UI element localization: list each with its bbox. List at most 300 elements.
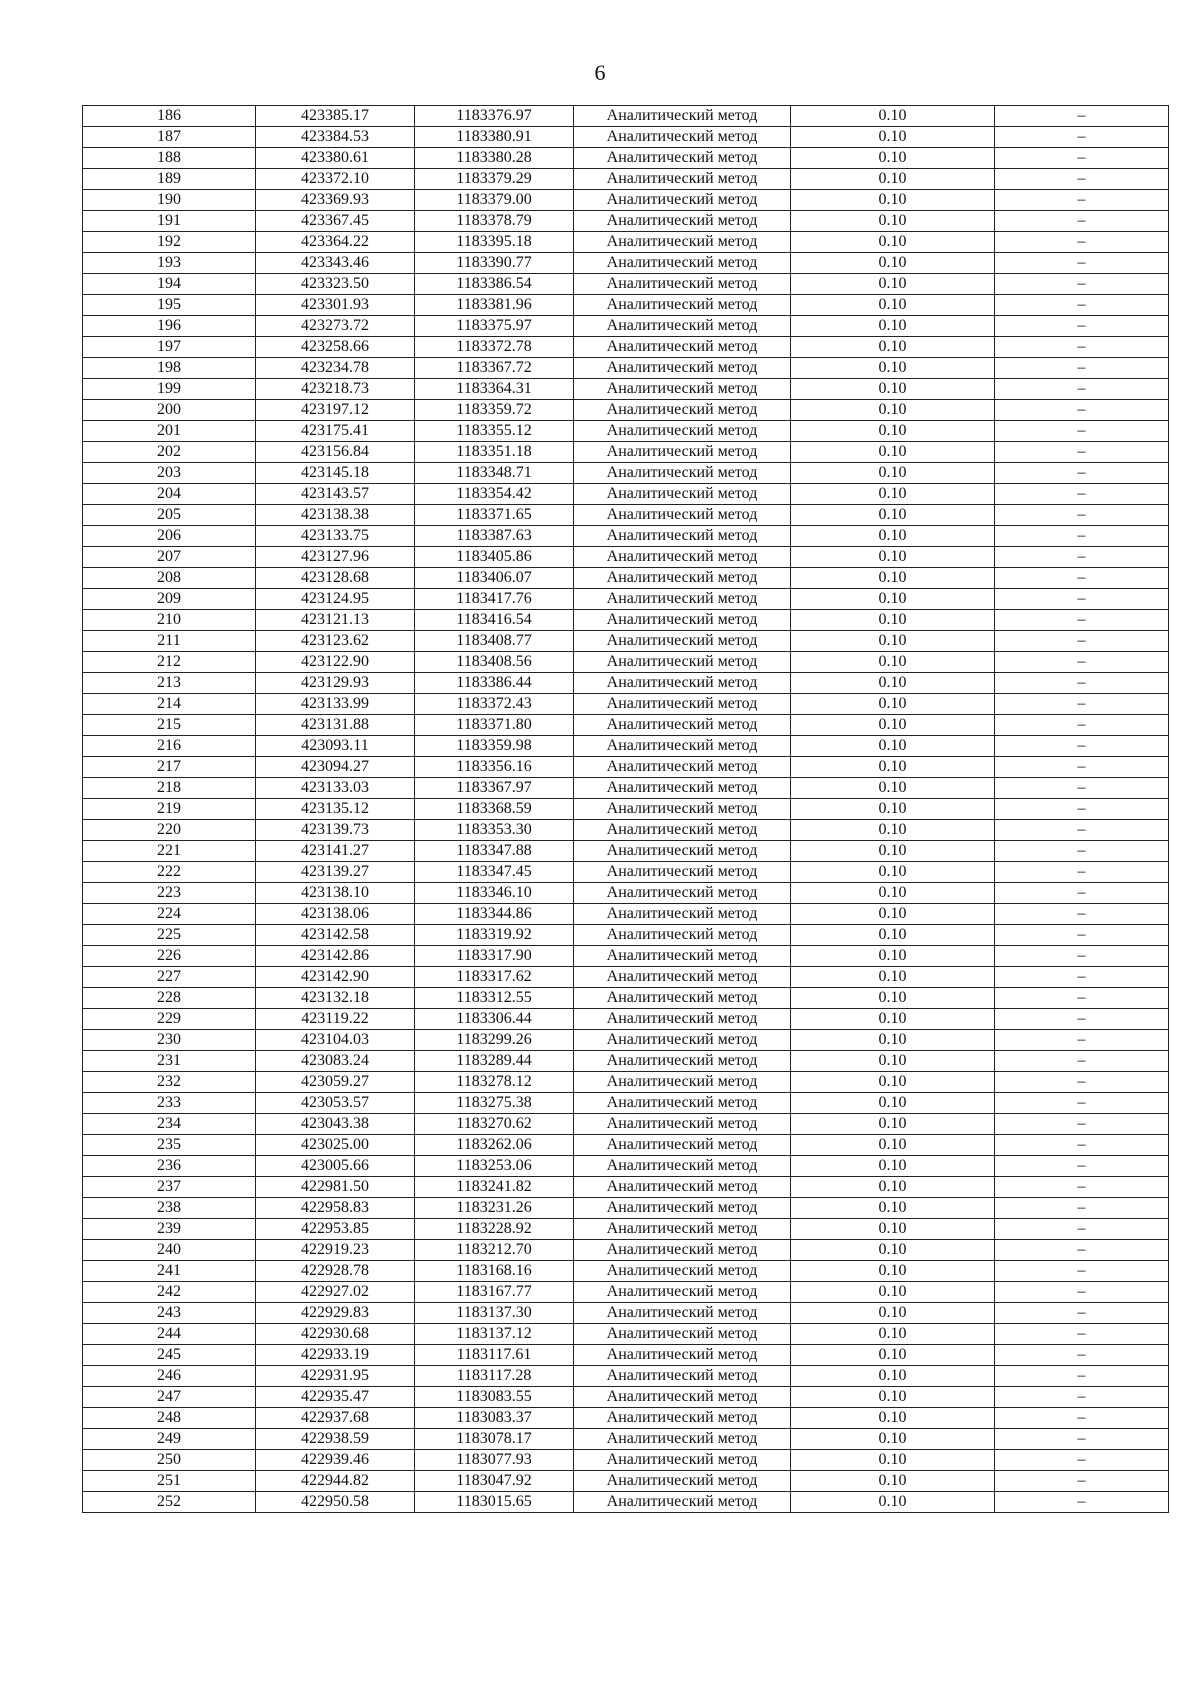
y-coordinate-cell: 1183380.91: [415, 127, 574, 148]
y-coordinate-cell: 1183348.71: [415, 463, 574, 484]
y-coordinate-cell: 1183386.54: [415, 274, 574, 295]
description-cell: –: [995, 253, 1169, 274]
method-cell: Аналитический метод: [574, 547, 791, 568]
x-coordinate-cell: 423127.96: [256, 547, 415, 568]
x-coordinate-cell: 422939.46: [256, 1450, 415, 1471]
point-number-cell: 235: [83, 1135, 256, 1156]
method-cell: Аналитический метод: [574, 799, 791, 820]
point-number-cell: 215: [83, 715, 256, 736]
table-row: [83, 1324, 1169, 1345]
point-number-cell: 221: [83, 841, 256, 862]
point-number-cell: 241: [83, 1261, 256, 1282]
method-cell: Аналитический метод: [574, 1324, 791, 1345]
y-coordinate-cell: 1183317.62: [415, 967, 574, 988]
point-number-cell: 198: [83, 358, 256, 379]
point-number-cell: 239: [83, 1219, 256, 1240]
y-coordinate-cell: 1183344.86: [415, 904, 574, 925]
point-number-cell: 218: [83, 778, 256, 799]
method-cell: Аналитический метод: [574, 925, 791, 946]
accuracy-cell: 0.10: [791, 1303, 995, 1324]
x-coordinate-cell: 423123.62: [256, 631, 415, 652]
accuracy-cell: 0.10: [791, 610, 995, 631]
x-coordinate-cell: 423094.27: [256, 757, 415, 778]
point-number-cell: 233: [83, 1093, 256, 1114]
y-coordinate-cell: 1183278.12: [415, 1072, 574, 1093]
method-cell: Аналитический метод: [574, 568, 791, 589]
x-coordinate-cell: 422944.82: [256, 1471, 415, 1492]
table-row: [83, 862, 1169, 883]
method-cell: Аналитический метод: [574, 778, 791, 799]
accuracy-cell: 0.10: [791, 1471, 995, 1492]
method-cell: Аналитический метод: [574, 1303, 791, 1324]
x-coordinate-cell: 422958.83: [256, 1198, 415, 1219]
table-row: [83, 316, 1169, 337]
point-number-cell: 203: [83, 463, 256, 484]
table-row: [83, 1345, 1169, 1366]
method-cell: Аналитический метод: [574, 400, 791, 421]
accuracy-cell: 0.10: [791, 694, 995, 715]
description-cell: –: [995, 883, 1169, 904]
x-coordinate-cell: 423175.41: [256, 421, 415, 442]
method-cell: Аналитический метод: [574, 1030, 791, 1051]
description-cell: –: [995, 379, 1169, 400]
table-row: [83, 295, 1169, 316]
description-cell: –: [995, 1345, 1169, 1366]
accuracy-cell: 0.10: [791, 1429, 995, 1450]
table-row: [83, 127, 1169, 148]
point-number-cell: 248: [83, 1408, 256, 1429]
description-cell: –: [995, 232, 1169, 253]
description-cell: –: [995, 589, 1169, 610]
table-row: [83, 1114, 1169, 1135]
description-cell: –: [995, 988, 1169, 1009]
x-coordinate-cell: 423133.03: [256, 778, 415, 799]
description-cell: –: [995, 715, 1169, 736]
point-number-cell: 244: [83, 1324, 256, 1345]
method-cell: Аналитический метод: [574, 946, 791, 967]
point-number-cell: 193: [83, 253, 256, 274]
x-coordinate-cell: 422981.50: [256, 1177, 415, 1198]
table-row: [83, 505, 1169, 526]
description-cell: –: [995, 169, 1169, 190]
y-coordinate-cell: 1183015.65: [415, 1492, 574, 1513]
table-row: [83, 736, 1169, 757]
method-cell: Аналитический метод: [574, 232, 791, 253]
description-cell: –: [995, 652, 1169, 673]
method-cell: Аналитический метод: [574, 127, 791, 148]
table-row: [83, 841, 1169, 862]
point-number-cell: 234: [83, 1114, 256, 1135]
x-coordinate-cell: 423273.72: [256, 316, 415, 337]
method-cell: Аналитический метод: [574, 316, 791, 337]
description-cell: –: [995, 1240, 1169, 1261]
table-row: [83, 526, 1169, 547]
accuracy-cell: 0.10: [791, 1135, 995, 1156]
description-cell: –: [995, 337, 1169, 358]
method-cell: Аналитический метод: [574, 211, 791, 232]
x-coordinate-cell: 423121.13: [256, 610, 415, 631]
table-row: [83, 1156, 1169, 1177]
y-coordinate-cell: 1183387.63: [415, 526, 574, 547]
description-cell: –: [995, 904, 1169, 925]
point-number-cell: 201: [83, 421, 256, 442]
accuracy-cell: 0.10: [791, 337, 995, 358]
accuracy-cell: 0.10: [791, 757, 995, 778]
accuracy-cell: 0.10: [791, 106, 995, 127]
accuracy-cell: 0.10: [791, 862, 995, 883]
y-coordinate-cell: 1183117.28: [415, 1366, 574, 1387]
description-cell: –: [995, 736, 1169, 757]
method-cell: Аналитический метод: [574, 169, 791, 190]
method-cell: Аналитический метод: [574, 1177, 791, 1198]
point-number-cell: 216: [83, 736, 256, 757]
accuracy-cell: 0.10: [791, 715, 995, 736]
table-row: [83, 946, 1169, 967]
point-number-cell: 237: [83, 1177, 256, 1198]
table-row: [83, 106, 1169, 127]
accuracy-cell: 0.10: [791, 211, 995, 232]
y-coordinate-cell: 1183241.82: [415, 1177, 574, 1198]
accuracy-cell: 0.10: [791, 442, 995, 463]
description-cell: –: [995, 1261, 1169, 1282]
x-coordinate-cell: 423156.84: [256, 442, 415, 463]
y-coordinate-cell: 1183368.59: [415, 799, 574, 820]
table-row: [83, 211, 1169, 232]
table-row: [83, 232, 1169, 253]
method-cell: Аналитический метод: [574, 967, 791, 988]
method-cell: Аналитический метод: [574, 820, 791, 841]
point-number-cell: 247: [83, 1387, 256, 1408]
method-cell: Аналитический метод: [574, 1450, 791, 1471]
y-coordinate-cell: 1183253.06: [415, 1156, 574, 1177]
x-coordinate-cell: 423005.66: [256, 1156, 415, 1177]
accuracy-cell: 0.10: [791, 1051, 995, 1072]
point-number-cell: 232: [83, 1072, 256, 1093]
table-row: [83, 274, 1169, 295]
accuracy-cell: 0.10: [791, 169, 995, 190]
point-number-cell: 249: [83, 1429, 256, 1450]
accuracy-cell: 0.10: [791, 1177, 995, 1198]
table-row: [83, 1177, 1169, 1198]
description-cell: –: [995, 946, 1169, 967]
method-cell: Аналитический метод: [574, 652, 791, 673]
y-coordinate-cell: 1183367.72: [415, 358, 574, 379]
description-cell: –: [995, 547, 1169, 568]
accuracy-cell: 0.10: [791, 148, 995, 169]
accuracy-cell: 0.10: [791, 736, 995, 757]
y-coordinate-cell: 1183355.12: [415, 421, 574, 442]
point-number-cell: 225: [83, 925, 256, 946]
table-row: [83, 169, 1169, 190]
method-cell: Аналитический метод: [574, 421, 791, 442]
y-coordinate-cell: 1183371.65: [415, 505, 574, 526]
x-coordinate-cell: 423142.58: [256, 925, 415, 946]
table-row: [83, 1303, 1169, 1324]
description-cell: –: [995, 1135, 1169, 1156]
description-cell: –: [995, 1072, 1169, 1093]
method-cell: Аналитический метод: [574, 988, 791, 1009]
accuracy-cell: 0.10: [791, 1324, 995, 1345]
method-cell: Аналитический метод: [574, 526, 791, 547]
description-cell: –: [995, 820, 1169, 841]
table-row: [83, 1282, 1169, 1303]
x-coordinate-cell: 423135.12: [256, 799, 415, 820]
method-cell: Аналитический метод: [574, 610, 791, 631]
accuracy-cell: 0.10: [791, 1198, 995, 1219]
y-coordinate-cell: 1183379.00: [415, 190, 574, 211]
y-coordinate-cell: 1183386.44: [415, 673, 574, 694]
accuracy-cell: 0.10: [791, 1030, 995, 1051]
description-cell: –: [995, 778, 1169, 799]
accuracy-cell: 0.10: [791, 1408, 995, 1429]
method-cell: Аналитический метод: [574, 1240, 791, 1261]
x-coordinate-cell: 422937.68: [256, 1408, 415, 1429]
x-coordinate-cell: 423197.12: [256, 400, 415, 421]
table-row: [83, 1471, 1169, 1492]
accuracy-cell: 0.10: [791, 484, 995, 505]
accuracy-cell: 0.10: [791, 631, 995, 652]
x-coordinate-cell: 423119.22: [256, 1009, 415, 1030]
description-cell: –: [995, 358, 1169, 379]
x-coordinate-cell: 423143.57: [256, 484, 415, 505]
accuracy-cell: 0.10: [791, 841, 995, 862]
x-coordinate-cell: 423059.27: [256, 1072, 415, 1093]
accuracy-cell: 0.10: [791, 1492, 995, 1513]
x-coordinate-cell: 423124.95: [256, 589, 415, 610]
point-number-cell: 188: [83, 148, 256, 169]
description-cell: –: [995, 211, 1169, 232]
table-row: [83, 1450, 1169, 1471]
y-coordinate-cell: 1183405.86: [415, 547, 574, 568]
y-coordinate-cell: 1183299.26: [415, 1030, 574, 1051]
table-row: [83, 1030, 1169, 1051]
table-row: [83, 1009, 1169, 1030]
x-coordinate-cell: 423301.93: [256, 295, 415, 316]
point-number-cell: 206: [83, 526, 256, 547]
description-cell: –: [995, 1387, 1169, 1408]
method-cell: Аналитический метод: [574, 337, 791, 358]
method-cell: Аналитический метод: [574, 106, 791, 127]
description-cell: –: [995, 1450, 1169, 1471]
x-coordinate-cell: 423384.53: [256, 127, 415, 148]
x-coordinate-cell: 423122.90: [256, 652, 415, 673]
y-coordinate-cell: 1183395.18: [415, 232, 574, 253]
method-cell: Аналитический метод: [574, 631, 791, 652]
point-number-cell: 252: [83, 1492, 256, 1513]
description-cell: –: [995, 274, 1169, 295]
y-coordinate-cell: 1183137.12: [415, 1324, 574, 1345]
y-coordinate-cell: 1183047.92: [415, 1471, 574, 1492]
point-number-cell: 211: [83, 631, 256, 652]
x-coordinate-cell: 423131.88: [256, 715, 415, 736]
method-cell: Аналитический метод: [574, 1072, 791, 1093]
x-coordinate-cell: 423104.03: [256, 1030, 415, 1051]
point-number-cell: 209: [83, 589, 256, 610]
method-cell: Аналитический метод: [574, 358, 791, 379]
method-cell: Аналитический метод: [574, 673, 791, 694]
y-coordinate-cell: 1183231.26: [415, 1198, 574, 1219]
point-number-cell: 208: [83, 568, 256, 589]
y-coordinate-cell: 1183317.90: [415, 946, 574, 967]
point-number-cell: 226: [83, 946, 256, 967]
accuracy-cell: 0.10: [791, 1240, 995, 1261]
point-number-cell: 213: [83, 673, 256, 694]
accuracy-cell: 0.10: [791, 1009, 995, 1030]
x-coordinate-cell: 423385.17: [256, 106, 415, 127]
y-coordinate-cell: 1183372.78: [415, 337, 574, 358]
description-cell: –: [995, 1051, 1169, 1072]
y-coordinate-cell: 1183380.28: [415, 148, 574, 169]
table-row: [83, 190, 1169, 211]
table-row: [83, 148, 1169, 169]
y-coordinate-cell: 1183364.31: [415, 379, 574, 400]
x-coordinate-cell: 422931.95: [256, 1366, 415, 1387]
x-coordinate-cell: 423139.73: [256, 820, 415, 841]
description-cell: –: [995, 295, 1169, 316]
accuracy-cell: 0.10: [791, 1219, 995, 1240]
method-cell: Аналитический метод: [574, 736, 791, 757]
method-cell: Аналитический метод: [574, 1492, 791, 1513]
accuracy-cell: 0.10: [791, 526, 995, 547]
table-row: [83, 673, 1169, 694]
table-row: [83, 1492, 1169, 1513]
table-row: [83, 400, 1169, 421]
accuracy-cell: 0.10: [791, 547, 995, 568]
table-row: [83, 568, 1169, 589]
description-cell: –: [995, 1156, 1169, 1177]
y-coordinate-cell: 1183306.44: [415, 1009, 574, 1030]
accuracy-cell: 0.10: [791, 1387, 995, 1408]
point-number-cell: 242: [83, 1282, 256, 1303]
table-row: [83, 379, 1169, 400]
description-cell: –: [995, 631, 1169, 652]
accuracy-cell: 0.10: [791, 925, 995, 946]
description-cell: –: [995, 1492, 1169, 1513]
method-cell: Аналитический метод: [574, 1387, 791, 1408]
x-coordinate-cell: 423138.10: [256, 883, 415, 904]
accuracy-cell: 0.10: [791, 1345, 995, 1366]
point-number-cell: 250: [83, 1450, 256, 1471]
accuracy-cell: 0.10: [791, 295, 995, 316]
table-row: [83, 904, 1169, 925]
method-cell: Аналитический метод: [574, 694, 791, 715]
accuracy-cell: 0.10: [791, 568, 995, 589]
x-coordinate-cell: 422930.68: [256, 1324, 415, 1345]
x-coordinate-cell: 423043.38: [256, 1114, 415, 1135]
accuracy-cell: 0.10: [791, 778, 995, 799]
point-number-cell: 191: [83, 211, 256, 232]
method-cell: Аналитический метод: [574, 1429, 791, 1450]
table-row: [83, 778, 1169, 799]
point-number-cell: 197: [83, 337, 256, 358]
description-cell: –: [995, 1219, 1169, 1240]
description-cell: –: [995, 1177, 1169, 1198]
table-row: [83, 715, 1169, 736]
description-cell: –: [995, 190, 1169, 211]
y-coordinate-cell: 1183137.30: [415, 1303, 574, 1324]
table-row: [83, 1366, 1169, 1387]
table-row: [83, 1135, 1169, 1156]
description-cell: –: [995, 694, 1169, 715]
table-row: [83, 1219, 1169, 1240]
method-cell: Аналитический метод: [574, 1408, 791, 1429]
method-cell: Аналитический метод: [574, 484, 791, 505]
coordinates-table-body: [83, 106, 1169, 1513]
method-cell: Аналитический метод: [574, 148, 791, 169]
description-cell: –: [995, 1429, 1169, 1450]
table-row: [83, 820, 1169, 841]
table-row: [83, 358, 1169, 379]
method-cell: Аналитический метод: [574, 589, 791, 610]
x-coordinate-cell: 423142.86: [256, 946, 415, 967]
x-coordinate-cell: 423139.27: [256, 862, 415, 883]
description-cell: –: [995, 1030, 1169, 1051]
table-row: [83, 988, 1169, 1009]
description-cell: –: [995, 463, 1169, 484]
accuracy-cell: 0.10: [791, 316, 995, 337]
accuracy-cell: 0.10: [791, 1282, 995, 1303]
point-number-cell: 189: [83, 169, 256, 190]
method-cell: Аналитический метод: [574, 1282, 791, 1303]
x-coordinate-cell: 422950.58: [256, 1492, 415, 1513]
x-coordinate-cell: 423369.93: [256, 190, 415, 211]
table-row: [83, 1261, 1169, 1282]
accuracy-cell: 0.10: [791, 820, 995, 841]
point-number-cell: 224: [83, 904, 256, 925]
accuracy-cell: 0.10: [791, 463, 995, 484]
x-coordinate-cell: 422919.23: [256, 1240, 415, 1261]
x-coordinate-cell: 422928.78: [256, 1261, 415, 1282]
y-coordinate-cell: 1183354.42: [415, 484, 574, 505]
table-row: [83, 442, 1169, 463]
y-coordinate-cell: 1183228.92: [415, 1219, 574, 1240]
point-number-cell: 204: [83, 484, 256, 505]
x-coordinate-cell: 422953.85: [256, 1219, 415, 1240]
y-coordinate-cell: 1183347.88: [415, 841, 574, 862]
method-cell: Аналитический метод: [574, 1219, 791, 1240]
method-cell: Аналитический метод: [574, 1198, 791, 1219]
table-row: [83, 799, 1169, 820]
accuracy-cell: 0.10: [791, 358, 995, 379]
accuracy-cell: 0.10: [791, 1156, 995, 1177]
point-number-cell: 222: [83, 862, 256, 883]
point-number-cell: 230: [83, 1030, 256, 1051]
method-cell: Аналитический метод: [574, 1114, 791, 1135]
point-number-cell: 240: [83, 1240, 256, 1261]
x-coordinate-cell: 423343.46: [256, 253, 415, 274]
method-cell: Аналитический метод: [574, 1345, 791, 1366]
description-cell: –: [995, 568, 1169, 589]
description-cell: –: [995, 862, 1169, 883]
accuracy-cell: 0.10: [791, 253, 995, 274]
method-cell: Аналитический метод: [574, 883, 791, 904]
table-row: [83, 1051, 1169, 1072]
accuracy-cell: 0.10: [791, 1114, 995, 1135]
point-number-cell: 207: [83, 547, 256, 568]
x-coordinate-cell: 423218.73: [256, 379, 415, 400]
y-coordinate-cell: 1183319.92: [415, 925, 574, 946]
point-number-cell: 200: [83, 400, 256, 421]
y-coordinate-cell: 1183168.16: [415, 1261, 574, 1282]
table-row: [83, 253, 1169, 274]
description-cell: –: [995, 526, 1169, 547]
table-row: [83, 694, 1169, 715]
y-coordinate-cell: 1183378.79: [415, 211, 574, 232]
point-number-cell: 190: [83, 190, 256, 211]
x-coordinate-cell: 423132.18: [256, 988, 415, 1009]
point-number-cell: 236: [83, 1156, 256, 1177]
y-coordinate-cell: 1183390.77: [415, 253, 574, 274]
